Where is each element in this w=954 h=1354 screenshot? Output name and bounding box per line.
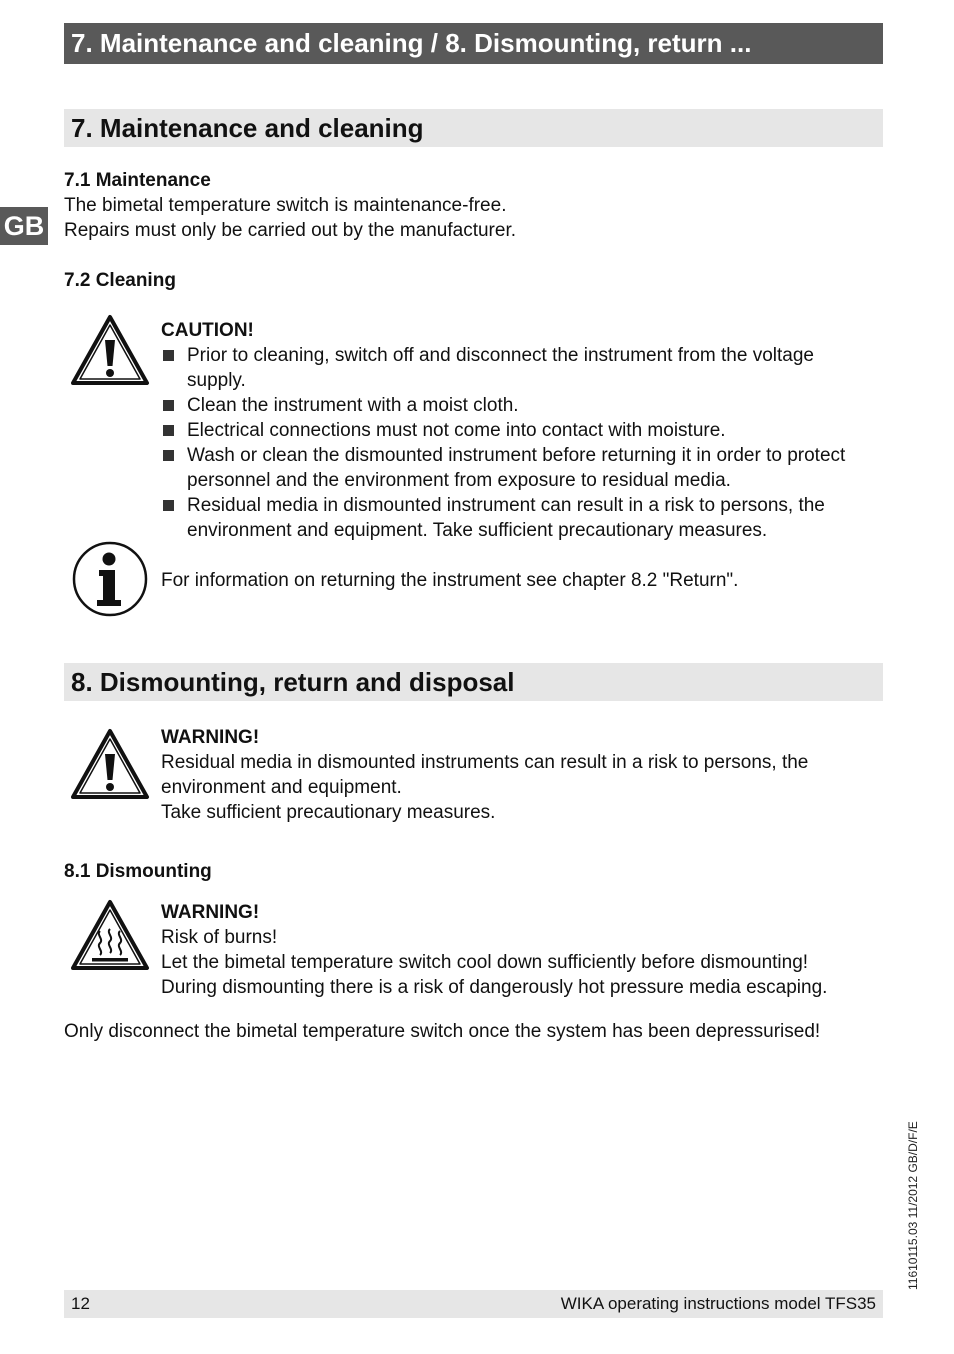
language-tab: GB xyxy=(0,207,48,245)
warning-line-1: Residual media in dismounted instruments can result in a risk to persons, the xyxy=(161,752,809,773)
maintenance-line-1: The bimetal temperature switch is maintenance-free. xyxy=(64,195,507,216)
list-item-text: Residual media in dismounted instrument can result in a risk to persons, the environment and equipment. Take sufficient precautionary measures. xyxy=(187,495,825,541)
dismounting-line-3: During dismounting there is a risk of dangerously hot pressure media escaping. xyxy=(161,977,828,998)
list-item xyxy=(161,443,866,493)
maintenance-heading: 7.1 Maintenance xyxy=(64,170,211,191)
warning-triangle-icon xyxy=(70,314,150,386)
page-header-title: 7. Maintenance and cleaning / 8. Dismounting, return ... xyxy=(64,23,883,64)
list-item xyxy=(161,418,866,443)
section-7-title: 7. Maintenance and cleaning xyxy=(64,109,883,147)
warning-line-2: environment and equipment. xyxy=(161,777,402,798)
warning-label: WARNING! xyxy=(161,727,260,748)
list-item-text: Wash or clean the dismounted instrument before returning it in order to protect personnel and the environment from exposure to residual media. xyxy=(187,445,846,491)
hot-surface-icon xyxy=(70,899,150,971)
document-code: 11610115.03 11/2012 GB/D/F/E xyxy=(906,1121,920,1290)
dismounting-line-1: Risk of burns! xyxy=(161,927,278,948)
cleaning-bullet-list xyxy=(161,343,866,543)
dismounting-warning-label: WARNING! xyxy=(161,902,260,923)
cleaning-heading: 7.2 Cleaning xyxy=(64,270,176,291)
list-item-text: Prior to cleaning, switch off and disconnect the instrument from the voltage supply. xyxy=(187,345,814,391)
section-8-title: 8. Dismounting, return and disposal xyxy=(64,663,883,701)
page-footer xyxy=(64,1290,883,1318)
list-item xyxy=(161,493,866,543)
info-text: For information on returning the instrument see chapter 8.2 "Return". xyxy=(161,570,739,591)
list-item-text: Electrical connections must not come into contact with moisture. xyxy=(187,420,726,441)
warning-line-3: Take sufficient precautionary measures. xyxy=(161,802,496,823)
warning-triangle-icon xyxy=(70,728,150,800)
maintenance-line-2: Repairs must only be carried out by the manufacturer. xyxy=(64,220,517,241)
footer-doc-title: WIKA operating instructions model TFS35 xyxy=(560,1294,876,1313)
list-item-text: Clean the instrument with a moist cloth. xyxy=(187,395,519,416)
dismounting-line-2: Let the bimetal temperature switch cool down sufficiently before dismounting! xyxy=(161,952,809,973)
page-number: 12 xyxy=(71,1294,90,1313)
list-item xyxy=(161,343,866,393)
caution-label: CAUTION! xyxy=(161,320,254,341)
info-icon xyxy=(71,540,149,618)
dismounting-heading: 8.1 Dismounting xyxy=(64,861,212,882)
dismounting-note: Only disconnect the bimetal temperature switch once the system has been depressurised! xyxy=(64,1021,821,1042)
list-item xyxy=(161,393,866,418)
